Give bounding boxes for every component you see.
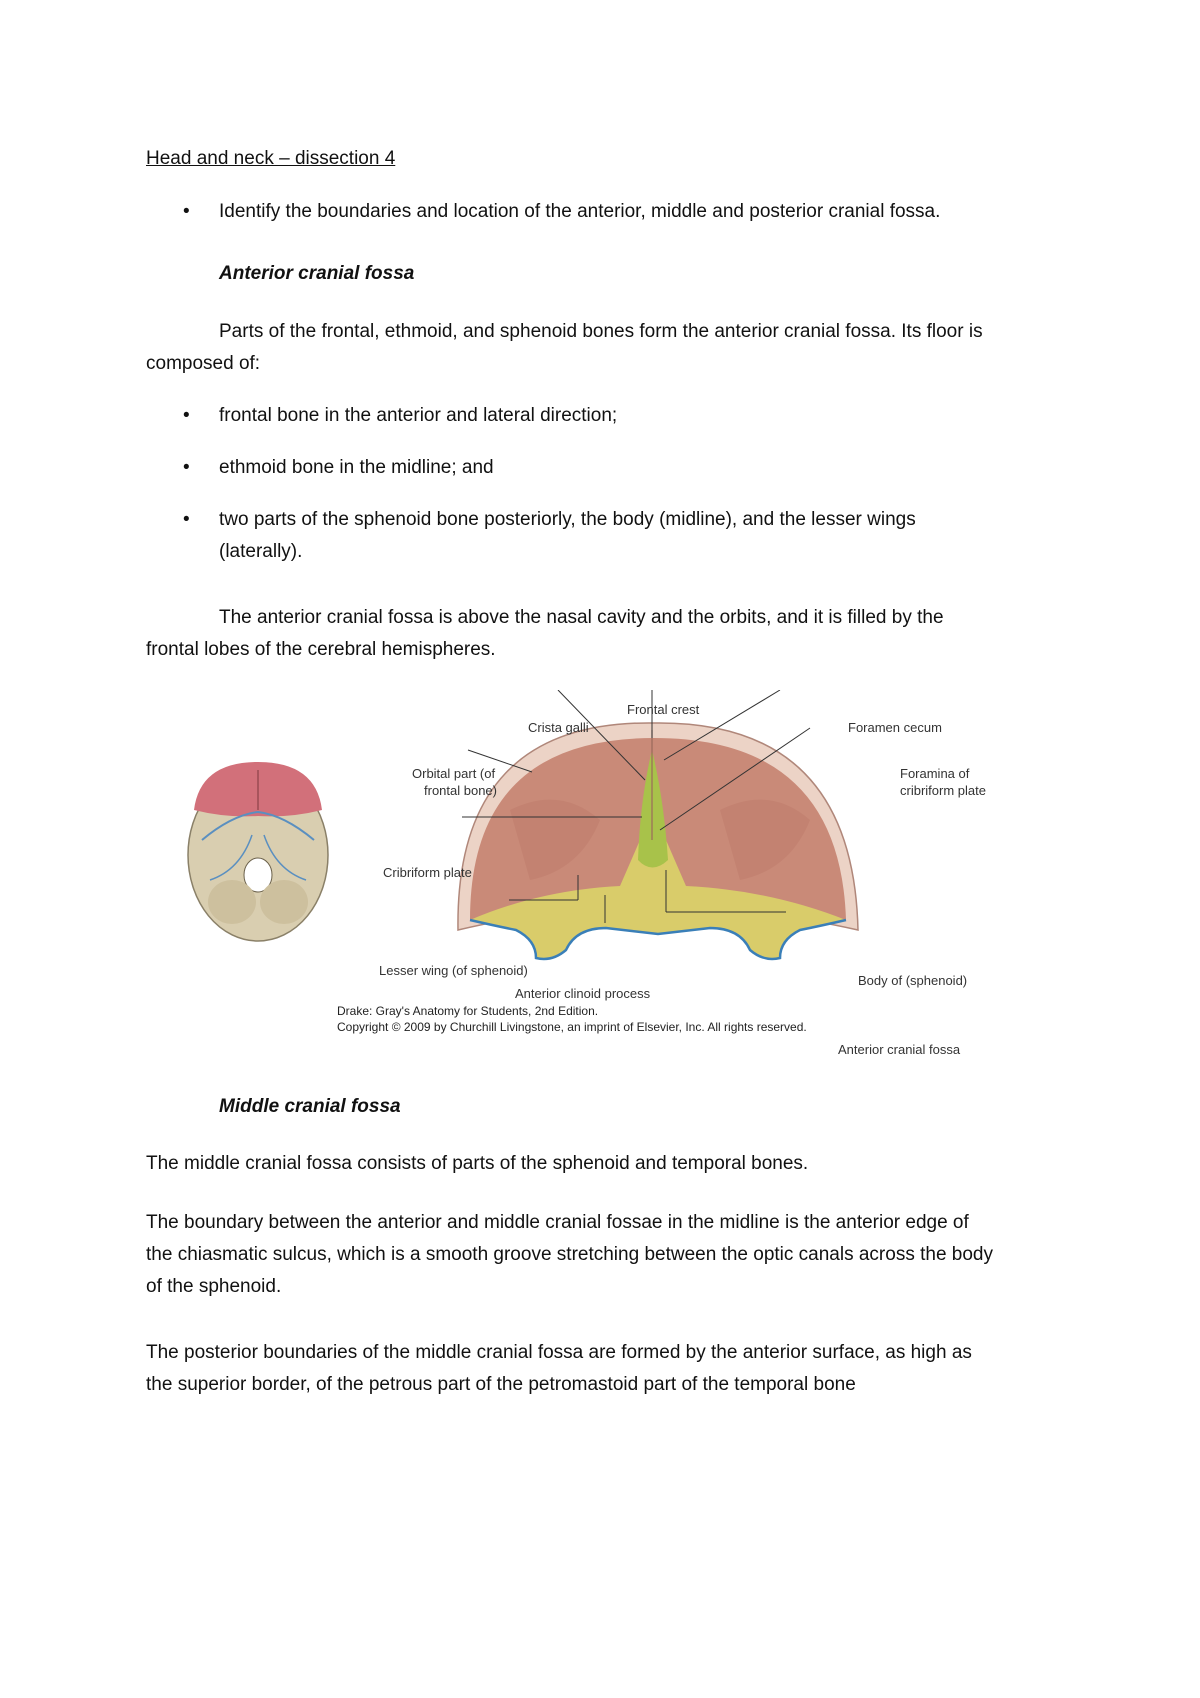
floor-bullet-3-continued: (laterally). — [219, 541, 303, 562]
figure-credit-line1: Drake: Gray's Anatomy for Students, 2nd Edition. — [337, 1004, 599, 1018]
floor-bullet-1: frontal bone in the anterior and lateral direction; — [219, 405, 618, 426]
anterior-intro-line1: Parts of the frontal, ethmoid, and sphenoid bones form the anterior cranial fossa. Its floor is — [219, 321, 983, 342]
bullet-dot: • — [183, 405, 190, 426]
fossa-drawing — [458, 723, 858, 959]
page-title: Head and neck – dissection 4 — [146, 148, 396, 169]
anterior-para2-line2: frontal lobes of the cerebral hemispheres. — [146, 639, 496, 660]
middle-para1: The middle cranial fossa consists of parts of the sphenoid and temporal bones. — [146, 1153, 809, 1174]
floor-bullet-2: ethmoid bone in the midline; and — [219, 457, 494, 478]
middle-para2-line3: of the sphenoid. — [146, 1276, 282, 1297]
label-cribriform-plate: Cribriform plate — [383, 865, 472, 880]
label-foramina-line2: cribriform plate — [900, 783, 986, 798]
label-crista-galli: Crista galli — [528, 720, 589, 735]
skull-base-thumbnail — [188, 762, 328, 941]
anterior-heading: Anterior cranial fossa — [219, 263, 415, 284]
middle-para3-line1: The posterior boundaries of the middle cranial fossa are formed by the anterior surface, as high as — [146, 1342, 972, 1363]
label-orbital-part-line1: Orbital part (of — [412, 766, 496, 781]
label-body-sphenoid: Body of (sphenoid) — [858, 973, 968, 988]
label-lesser-wing: Lesser wing (of sphenoid) — [379, 963, 528, 978]
label-frontal-crest: Frontal crest — [627, 702, 700, 717]
label-foramina-line1: Foramina of — [900, 766, 970, 781]
middle-para3-line2: the superior border, of the petrous part of the petromastoid part of the temporal bone — [146, 1374, 856, 1395]
anterior-intro-line2: composed of: — [146, 353, 261, 374]
label-orbital-part-line2: frontal bone) — [424, 783, 497, 798]
bullet-dot: • — [183, 201, 190, 222]
floor-bullet-3: two parts of the sphenoid bone posteriorly, the body (midline), and the lesser wings — [219, 509, 916, 530]
middle-para2-line2: the chiasmatic sulcus, which is a smooth groove stretching between the optic canals across the body — [146, 1244, 993, 1265]
middle-heading: Middle cranial fossa — [219, 1096, 401, 1117]
bullet-dot: • — [183, 509, 190, 530]
figure-credit-line2: Copyright © 2009 by Churchill Livingstone, an imprint of Elsevier, Inc. All rights reserved. — [337, 1020, 807, 1034]
label-anterior-clinoid: Anterior clinoid process — [515, 986, 651, 1001]
anterior-para2-line1: The anterior cranial fossa is above the nasal cavity and the orbits, and it is filled by the — [219, 607, 944, 628]
bullet-dot: • — [183, 457, 190, 478]
objective-text: Identify the boundaries and location of the anterior, middle and posterior cranial fossa. — [219, 201, 941, 222]
middle-para2-line1: The boundary between the anterior and middle cranial fossae in the midline is the anterior edge of — [146, 1212, 969, 1233]
figure-caption: Anterior cranial fossa — [838, 1042, 961, 1057]
label-foramen-cecum: Foramen cecum — [848, 720, 942, 735]
